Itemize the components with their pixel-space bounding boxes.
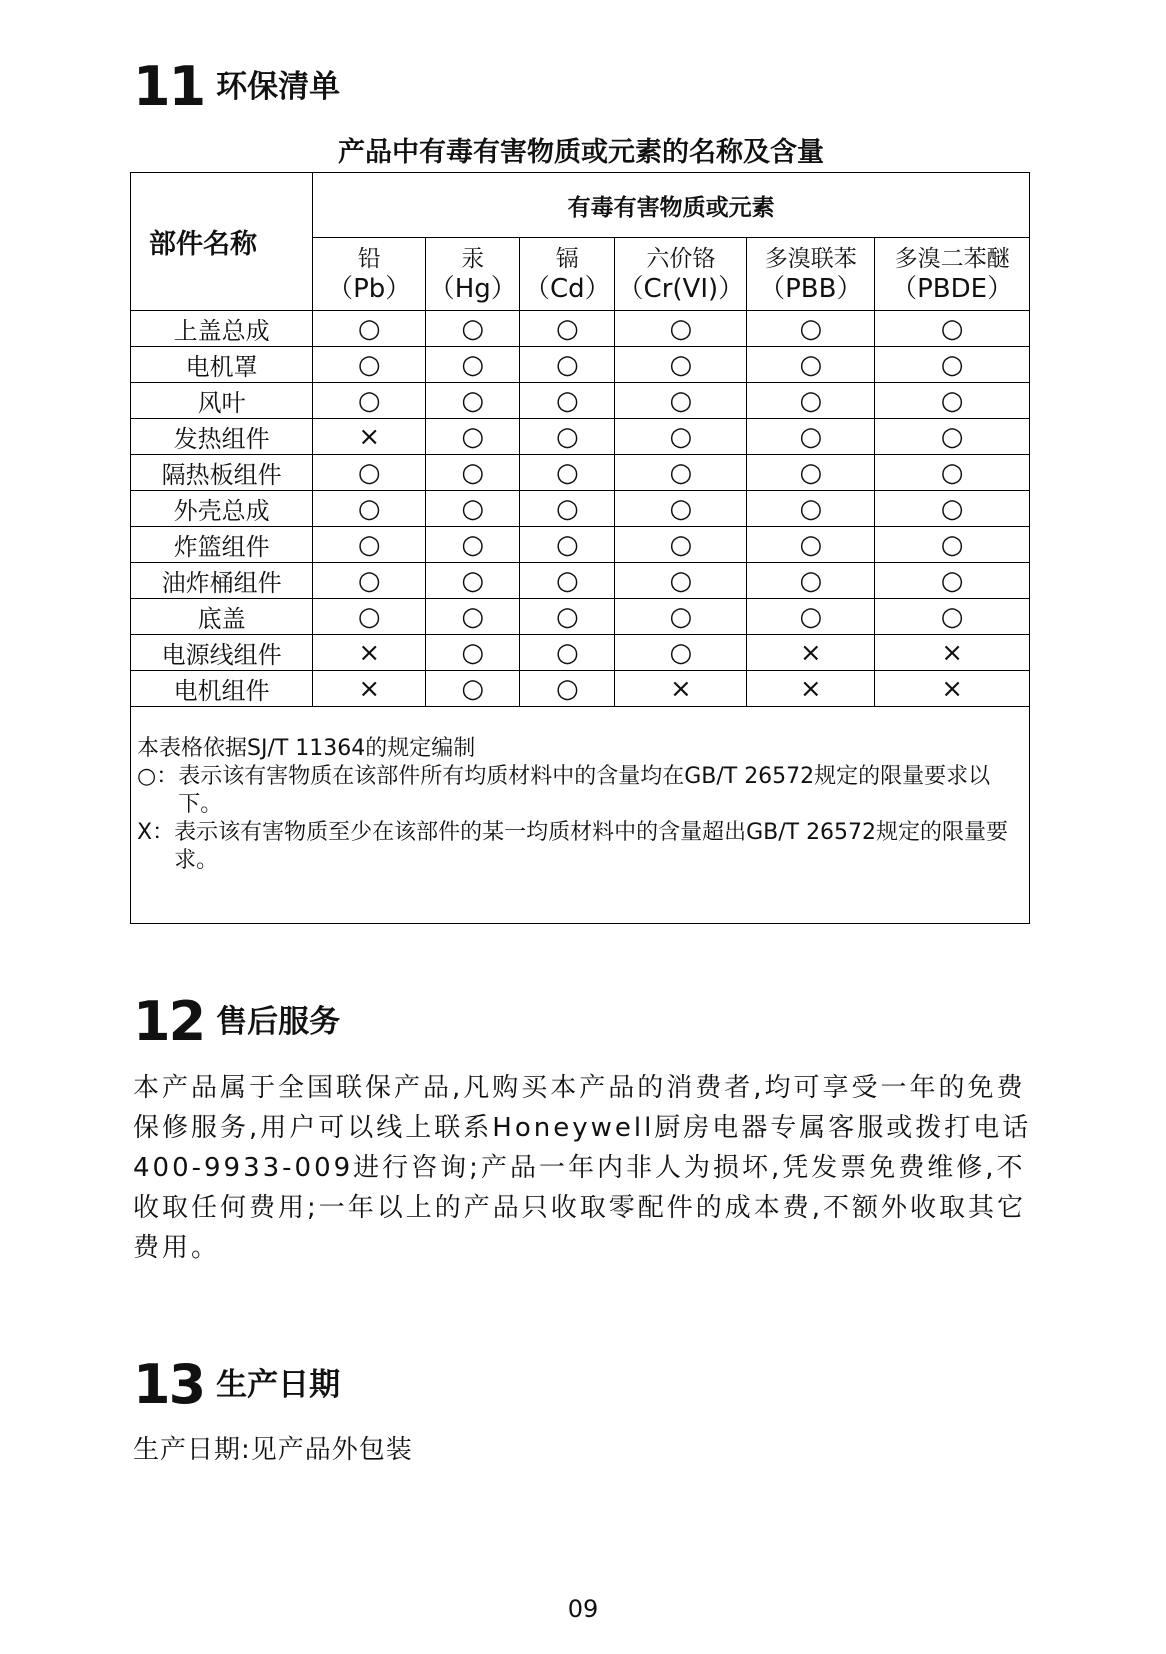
mark-cell: ○	[313, 455, 426, 491]
mark-cell: ○	[615, 455, 747, 491]
substance-header	[615, 238, 747, 311]
substance-abbr: （PBB）	[759, 274, 863, 304]
mark-cell: ○	[313, 383, 426, 419]
production-date-paragraph: 生产日期:见产品外包装	[133, 1435, 413, 1465]
mark-cell: ○	[520, 455, 615, 491]
mark-cell: ○	[520, 491, 615, 527]
mark-cell: ○	[615, 635, 747, 671]
mark-cell: ○	[520, 311, 615, 347]
substance-group-header: 有毒有害物质或元素	[313, 173, 1029, 238]
mark-cell: ○	[426, 599, 520, 635]
mark-cell: ○	[313, 347, 426, 383]
mark-cell: ×	[747, 635, 875, 671]
substance-header	[313, 238, 426, 311]
mark-cell: ○	[875, 311, 1029, 347]
note-cross-label: X：	[137, 820, 175, 845]
substance-name: 铅	[357, 246, 381, 272]
mark-cell: ○	[747, 311, 875, 347]
substance-name: 多溴联苯	[764, 246, 857, 272]
mark-cell: ×	[875, 635, 1029, 671]
section-number: 13	[133, 1353, 205, 1416]
table-row	[131, 671, 1029, 707]
mark-cell: ×	[747, 671, 875, 707]
mark-cell: ○	[747, 383, 875, 419]
substance-header	[426, 238, 520, 311]
mark-cell: ○	[520, 563, 615, 599]
mark-cell: ×	[875, 671, 1029, 707]
mark-cell: ○	[747, 347, 875, 383]
mark-cell: ○	[313, 563, 426, 599]
mark-cell: ○	[520, 635, 615, 671]
mark-cell: ○	[520, 599, 615, 635]
part-name-cell: 风叶	[131, 383, 313, 419]
mark-cell: ○	[426, 491, 520, 527]
substance-abbr: （Cd）	[523, 274, 611, 304]
mark-cell: ○	[615, 563, 747, 599]
mark-cell: ○	[313, 491, 426, 527]
table-row	[131, 491, 1029, 527]
mark-cell: ○	[426, 455, 520, 491]
substance-abbr: （Cr(VI)）	[617, 274, 745, 304]
after-sales-paragraph: 本产品属于全国联保产品,凡购买本产品的消费者,均可享受一年的免费保修服务,用户可以线上联系Honeywell厨房电器专属客服或拨打电话400-9933-009进行咨询;产品一年内非人为损坏,凭发票免费维修,不收取任何费用;一年以上的产品只收取零配件的成本费,不额外收取其它费用。	[133, 1073, 1032, 1263]
mark-cell: ○	[426, 671, 520, 707]
mark-cell: ○	[875, 491, 1029, 527]
table-row	[131, 455, 1029, 491]
mark-cell: ○	[313, 599, 426, 635]
mark-cell: ×	[615, 671, 747, 707]
mark-cell: ○	[615, 491, 747, 527]
mark-cell: ○	[615, 347, 747, 383]
section-number: 11	[133, 55, 205, 118]
table-row	[131, 599, 1029, 635]
section-11-heading	[133, 55, 341, 118]
part-name-cell: 炸篮组件	[131, 527, 313, 563]
mark-cell: ○	[615, 311, 747, 347]
part-name-cell: 外壳总成	[131, 491, 313, 527]
mark-cell: ×	[313, 671, 426, 707]
mark-cell: ×	[313, 635, 426, 671]
table-row	[131, 563, 1029, 599]
mark-cell: ○	[747, 599, 875, 635]
note-circle-text: 表示该有害物质在该部件所有均质材料中的含量均在GB/T 26572规定的限量要求以下。	[178, 764, 991, 817]
mark-cell: ○	[426, 383, 520, 419]
part-name-cell: 发热组件	[131, 419, 313, 455]
mark-cell: ○	[615, 419, 747, 455]
mark-cell: ○	[875, 383, 1029, 419]
mark-cell: ○	[747, 491, 875, 527]
substance-header	[747, 238, 875, 311]
note-circle-label: ○：	[137, 764, 179, 789]
section-13-heading	[133, 1353, 341, 1416]
hazardous-substance-table-box	[130, 172, 1030, 924]
note-cross	[137, 819, 1023, 875]
table-row	[131, 383, 1029, 419]
mark-cell: ○	[426, 347, 520, 383]
mark-cell: ○	[520, 419, 615, 455]
substance-abbr: （Hg）	[428, 274, 517, 304]
mark-cell: ○	[520, 347, 615, 383]
table-row	[131, 527, 1029, 563]
section-title: 生产日期	[216, 1366, 341, 1403]
table-notes	[131, 707, 1029, 875]
table-row	[131, 311, 1029, 347]
mark-cell: ○	[520, 671, 615, 707]
part-name-cell: 上盖总成	[131, 311, 313, 347]
section-number: 12	[133, 990, 205, 1053]
note-cross-text: 表示该有害物质至少在该部件的某一均质材料中的含量超出GB/T 26572规定的限量要求。	[174, 820, 1009, 873]
section-title: 环保清单	[216, 68, 341, 105]
substance-name: 镉	[555, 246, 579, 272]
mark-cell: ○	[747, 527, 875, 563]
part-name-cell: 电机罩	[131, 347, 313, 383]
mark-cell: ○	[615, 383, 747, 419]
mark-cell: ○	[426, 311, 520, 347]
section-12-heading	[133, 990, 341, 1053]
mark-cell: ○	[875, 419, 1029, 455]
page-number: 09	[567, 1595, 599, 1623]
mark-cell: ○	[426, 419, 520, 455]
substance-abbr: （PBDE）	[891, 274, 1014, 304]
mark-cell: ○	[313, 527, 426, 563]
substance-abbr: （Pb）	[327, 274, 412, 304]
table-body	[131, 311, 1029, 707]
section-title: 售后服务	[216, 1003, 341, 1040]
substance-header	[875, 238, 1029, 311]
note-circle	[137, 763, 1023, 819]
part-name-cell: 油炸桶组件	[131, 563, 313, 599]
mark-cell: ○	[747, 563, 875, 599]
mark-cell: ○	[747, 419, 875, 455]
substance-name: 汞	[461, 246, 485, 272]
mark-cell: ○	[875, 455, 1029, 491]
hazardous-substance-table	[131, 173, 1029, 707]
mark-cell: ○	[875, 347, 1029, 383]
mark-cell: ○	[313, 311, 426, 347]
mark-cell: ○	[426, 563, 520, 599]
part-name-cell: 电源线组件	[131, 635, 313, 671]
substance-name: 多溴二苯醚	[894, 246, 1010, 272]
mark-cell: ○	[747, 455, 875, 491]
part-name-cell: 电机组件	[131, 671, 313, 707]
mark-cell: ○	[426, 635, 520, 671]
part-name-cell: 隔热板组件	[131, 455, 313, 491]
mark-cell: ○	[615, 599, 747, 635]
mark-cell: ○	[875, 563, 1029, 599]
mark-cell: ○	[615, 527, 747, 563]
note-basis: 本表格依据SJ/T 11364的规定编制	[137, 736, 476, 761]
substance-name: 六价铬	[646, 246, 716, 272]
mark-cell: ○	[426, 527, 520, 563]
table-row	[131, 635, 1029, 671]
table-caption: 产品中有毒有害物质或元素的名称及含量	[338, 137, 824, 168]
part-name-cell: 底盖	[131, 599, 313, 635]
part-name-header: 部件名称	[131, 173, 313, 311]
mark-cell: ○	[520, 527, 615, 563]
mark-cell: ○	[875, 599, 1029, 635]
substance-header	[520, 238, 615, 311]
mark-cell: ×	[313, 419, 426, 455]
mark-cell: ○	[875, 527, 1029, 563]
table-row	[131, 347, 1029, 383]
mark-cell: ○	[520, 383, 615, 419]
table-row	[131, 419, 1029, 455]
